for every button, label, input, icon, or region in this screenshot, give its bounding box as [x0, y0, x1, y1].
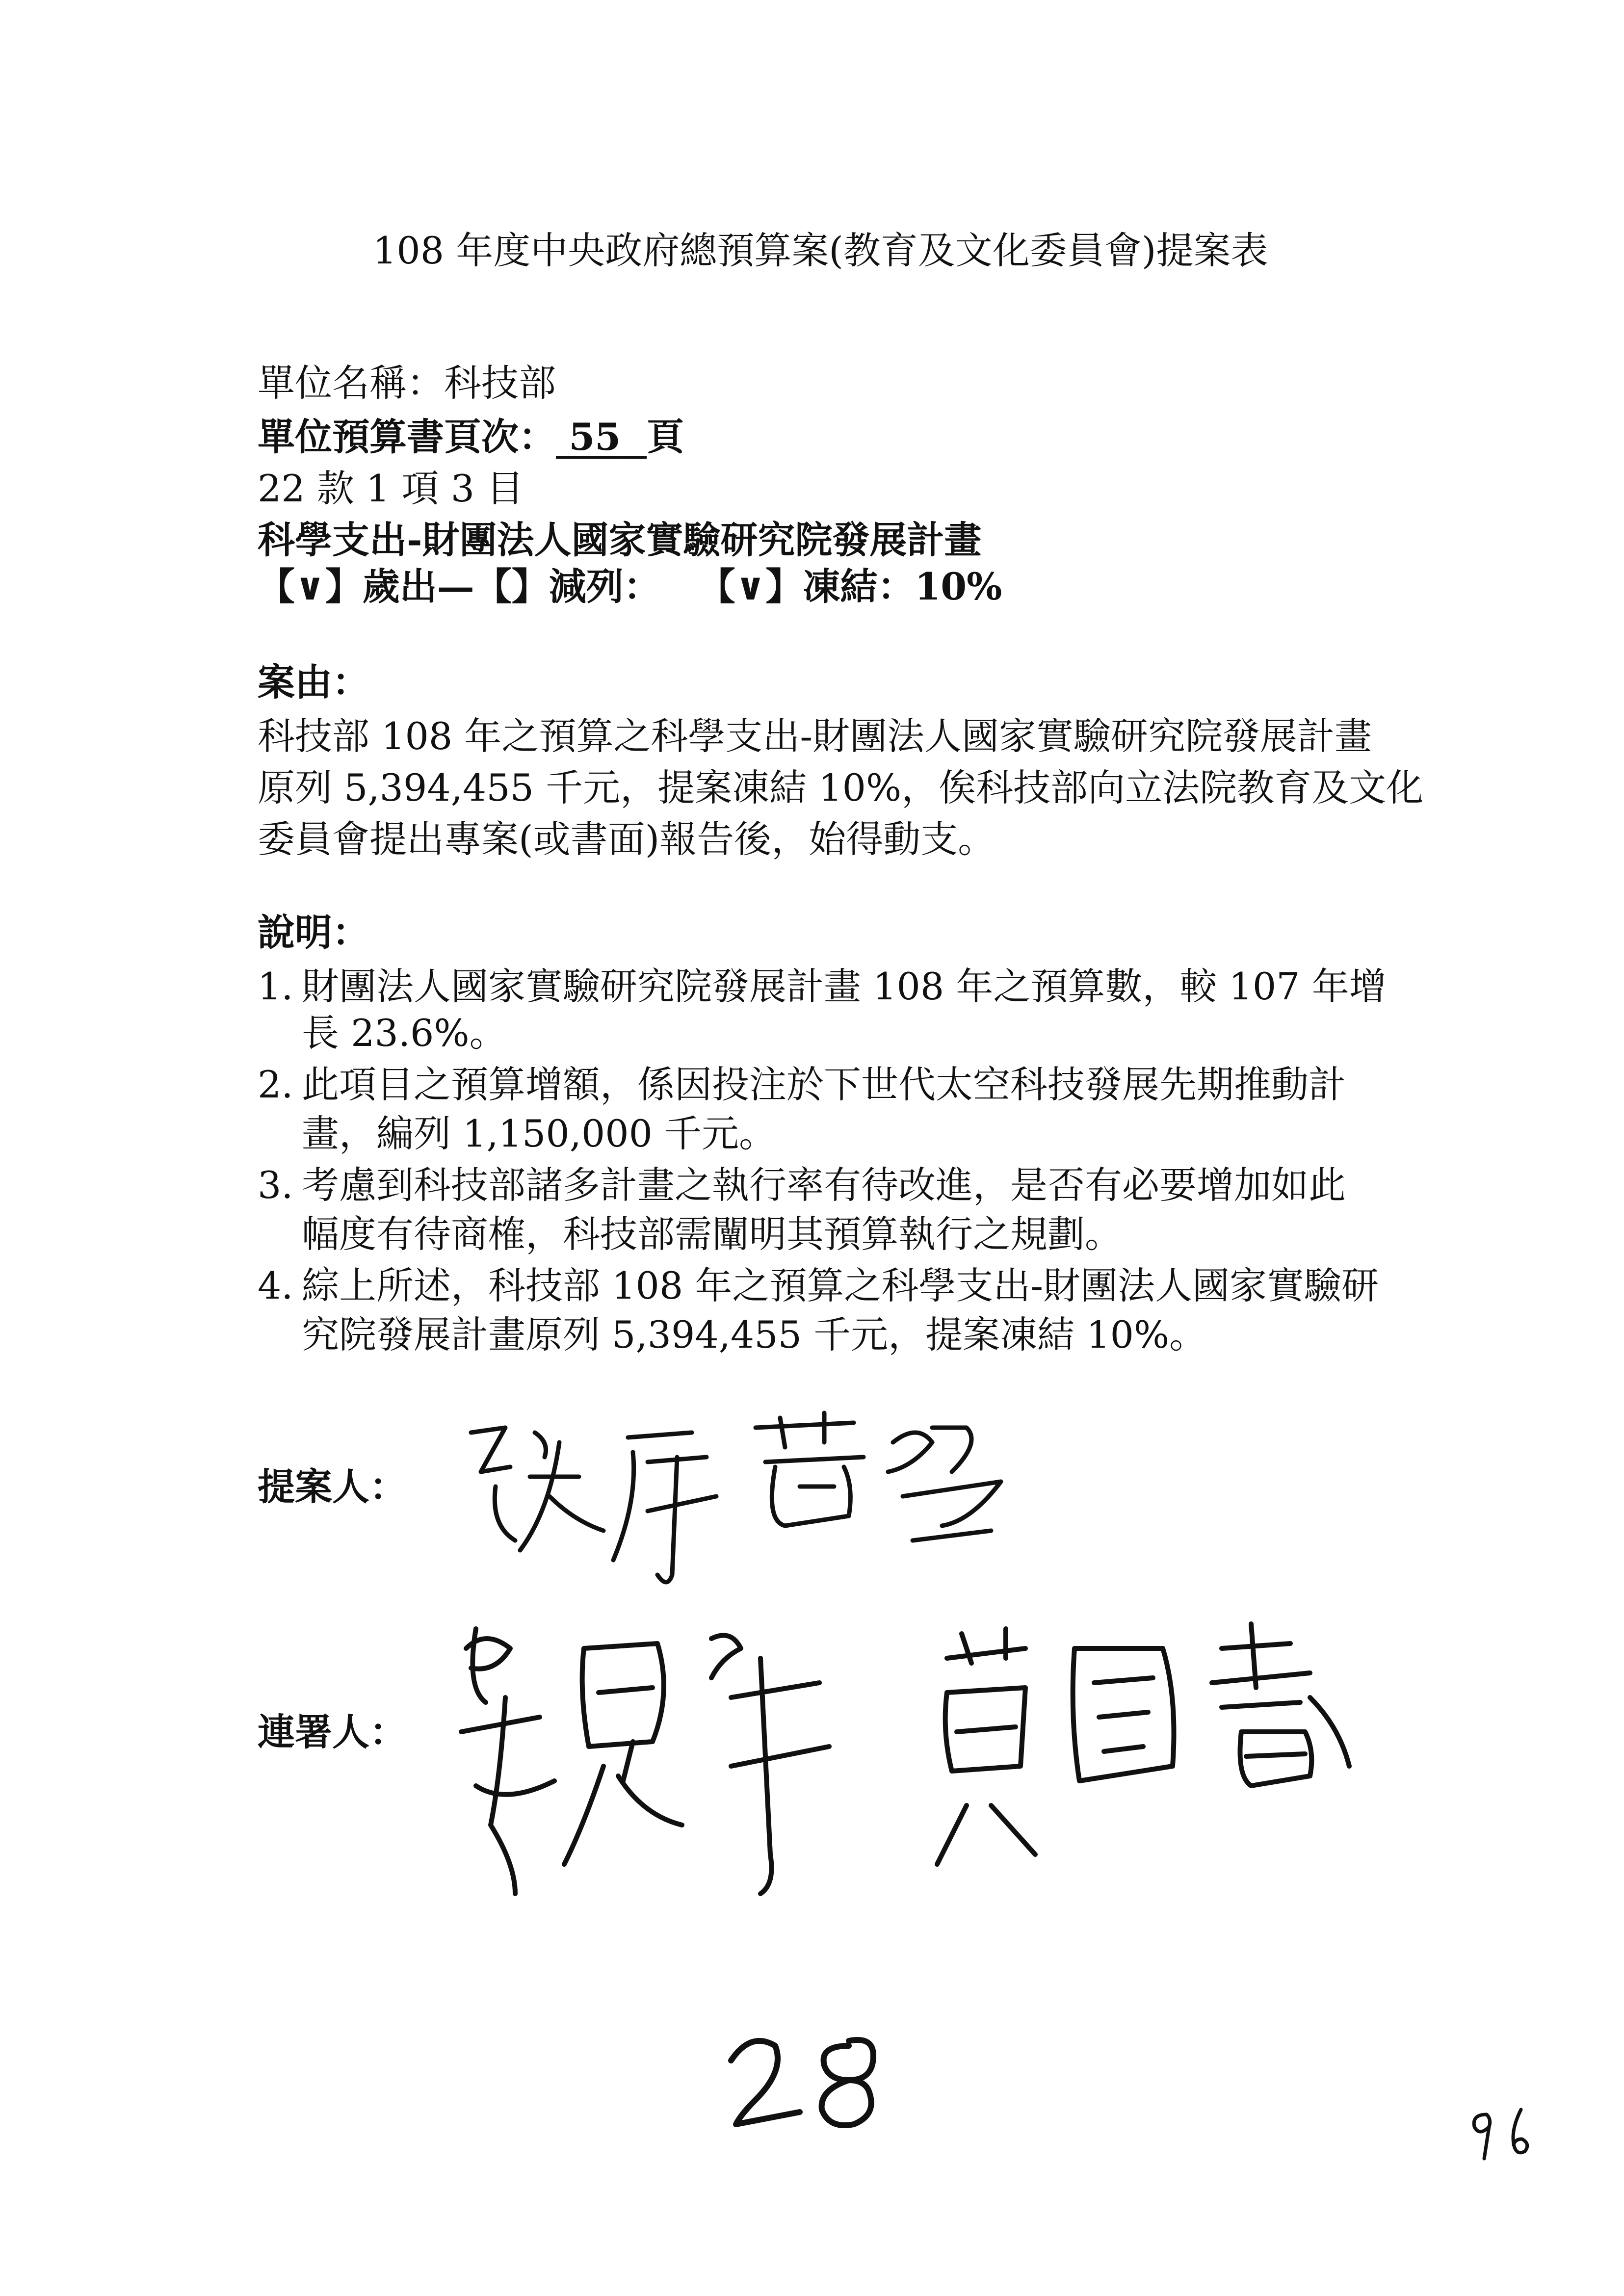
- explanation-item-continuation: 長 23.6%。: [302, 1011, 507, 1055]
- page-title: 108 年度中央政府總預算案(教育及文化委員會)提案表: [373, 229, 1268, 272]
- budget-page-line: [258, 407, 684, 461]
- reason-heading: 案由：: [258, 660, 369, 704]
- explanation-item: 4. 綜上所述，科技部 108 年之預算之科學支出-財團法人國家實驗研: [258, 1264, 1379, 1307]
- budget-page-label: 單位預算書頁次：: [258, 415, 556, 459]
- reason-line: 原列 5,394,455 千元，提案凍結 10%，俟科技部向立法院教育及文化: [258, 766, 1424, 809]
- proposer-signature: [461, 1413, 1050, 1599]
- reason-line: 委員會提出專案(或書面)報告後，始得動支。: [258, 817, 995, 861]
- explanation-item: 3. 考慮到科技部諸多計畫之執行率有待改進，是否有必要增加如此: [258, 1163, 1346, 1207]
- budget-page-suffix: 頁: [647, 415, 684, 459]
- page-number-handwritten: [726, 2026, 893, 2134]
- explanation-item: 2. 此項目之預算增額，係因投注於下世代太空科技發展先期推動計: [258, 1063, 1346, 1106]
- explanation-item-continuation: 究院發展計畫原列 5,394,455 千元，提案凍結 10%。: [302, 1313, 1207, 1357]
- unit-name: 單位名稱：科技部: [258, 361, 556, 405]
- budget-page-number: 55: [569, 415, 621, 459]
- explanation-item-continuation: 畫，編列 1,150,000 千元。: [302, 1112, 777, 1155]
- item-code: 22 款 1 項 3 目: [258, 467, 524, 510]
- cosigner-signatures: [456, 1619, 1369, 1913]
- corner-number-handwritten: [1467, 2105, 1545, 2164]
- explanation-item-continuation: 幅度有待商榷，科技部需闡明其預算執行之規劃。: [302, 1212, 1122, 1256]
- action-line: 【∨】歲出—【】減列： 【∨】凍結：10%: [258, 565, 1002, 608]
- explanation-item: 1. 財團法人國家實驗研究院發展計畫 108 年之預算數，較 107 年增: [258, 965, 1387, 1008]
- reason-line: 科技部 108 年之預算之科學支出-財團法人國家實驗研究院發展計畫: [258, 714, 1372, 758]
- item-name: 科學支出-財團法人國家實驗研究院發展計畫: [258, 518, 982, 562]
- proposer-label: 提案人：: [258, 1465, 407, 1509]
- cosigner-label: 連署人：: [258, 1710, 407, 1754]
- explanation-heading: 說明：: [258, 911, 369, 954]
